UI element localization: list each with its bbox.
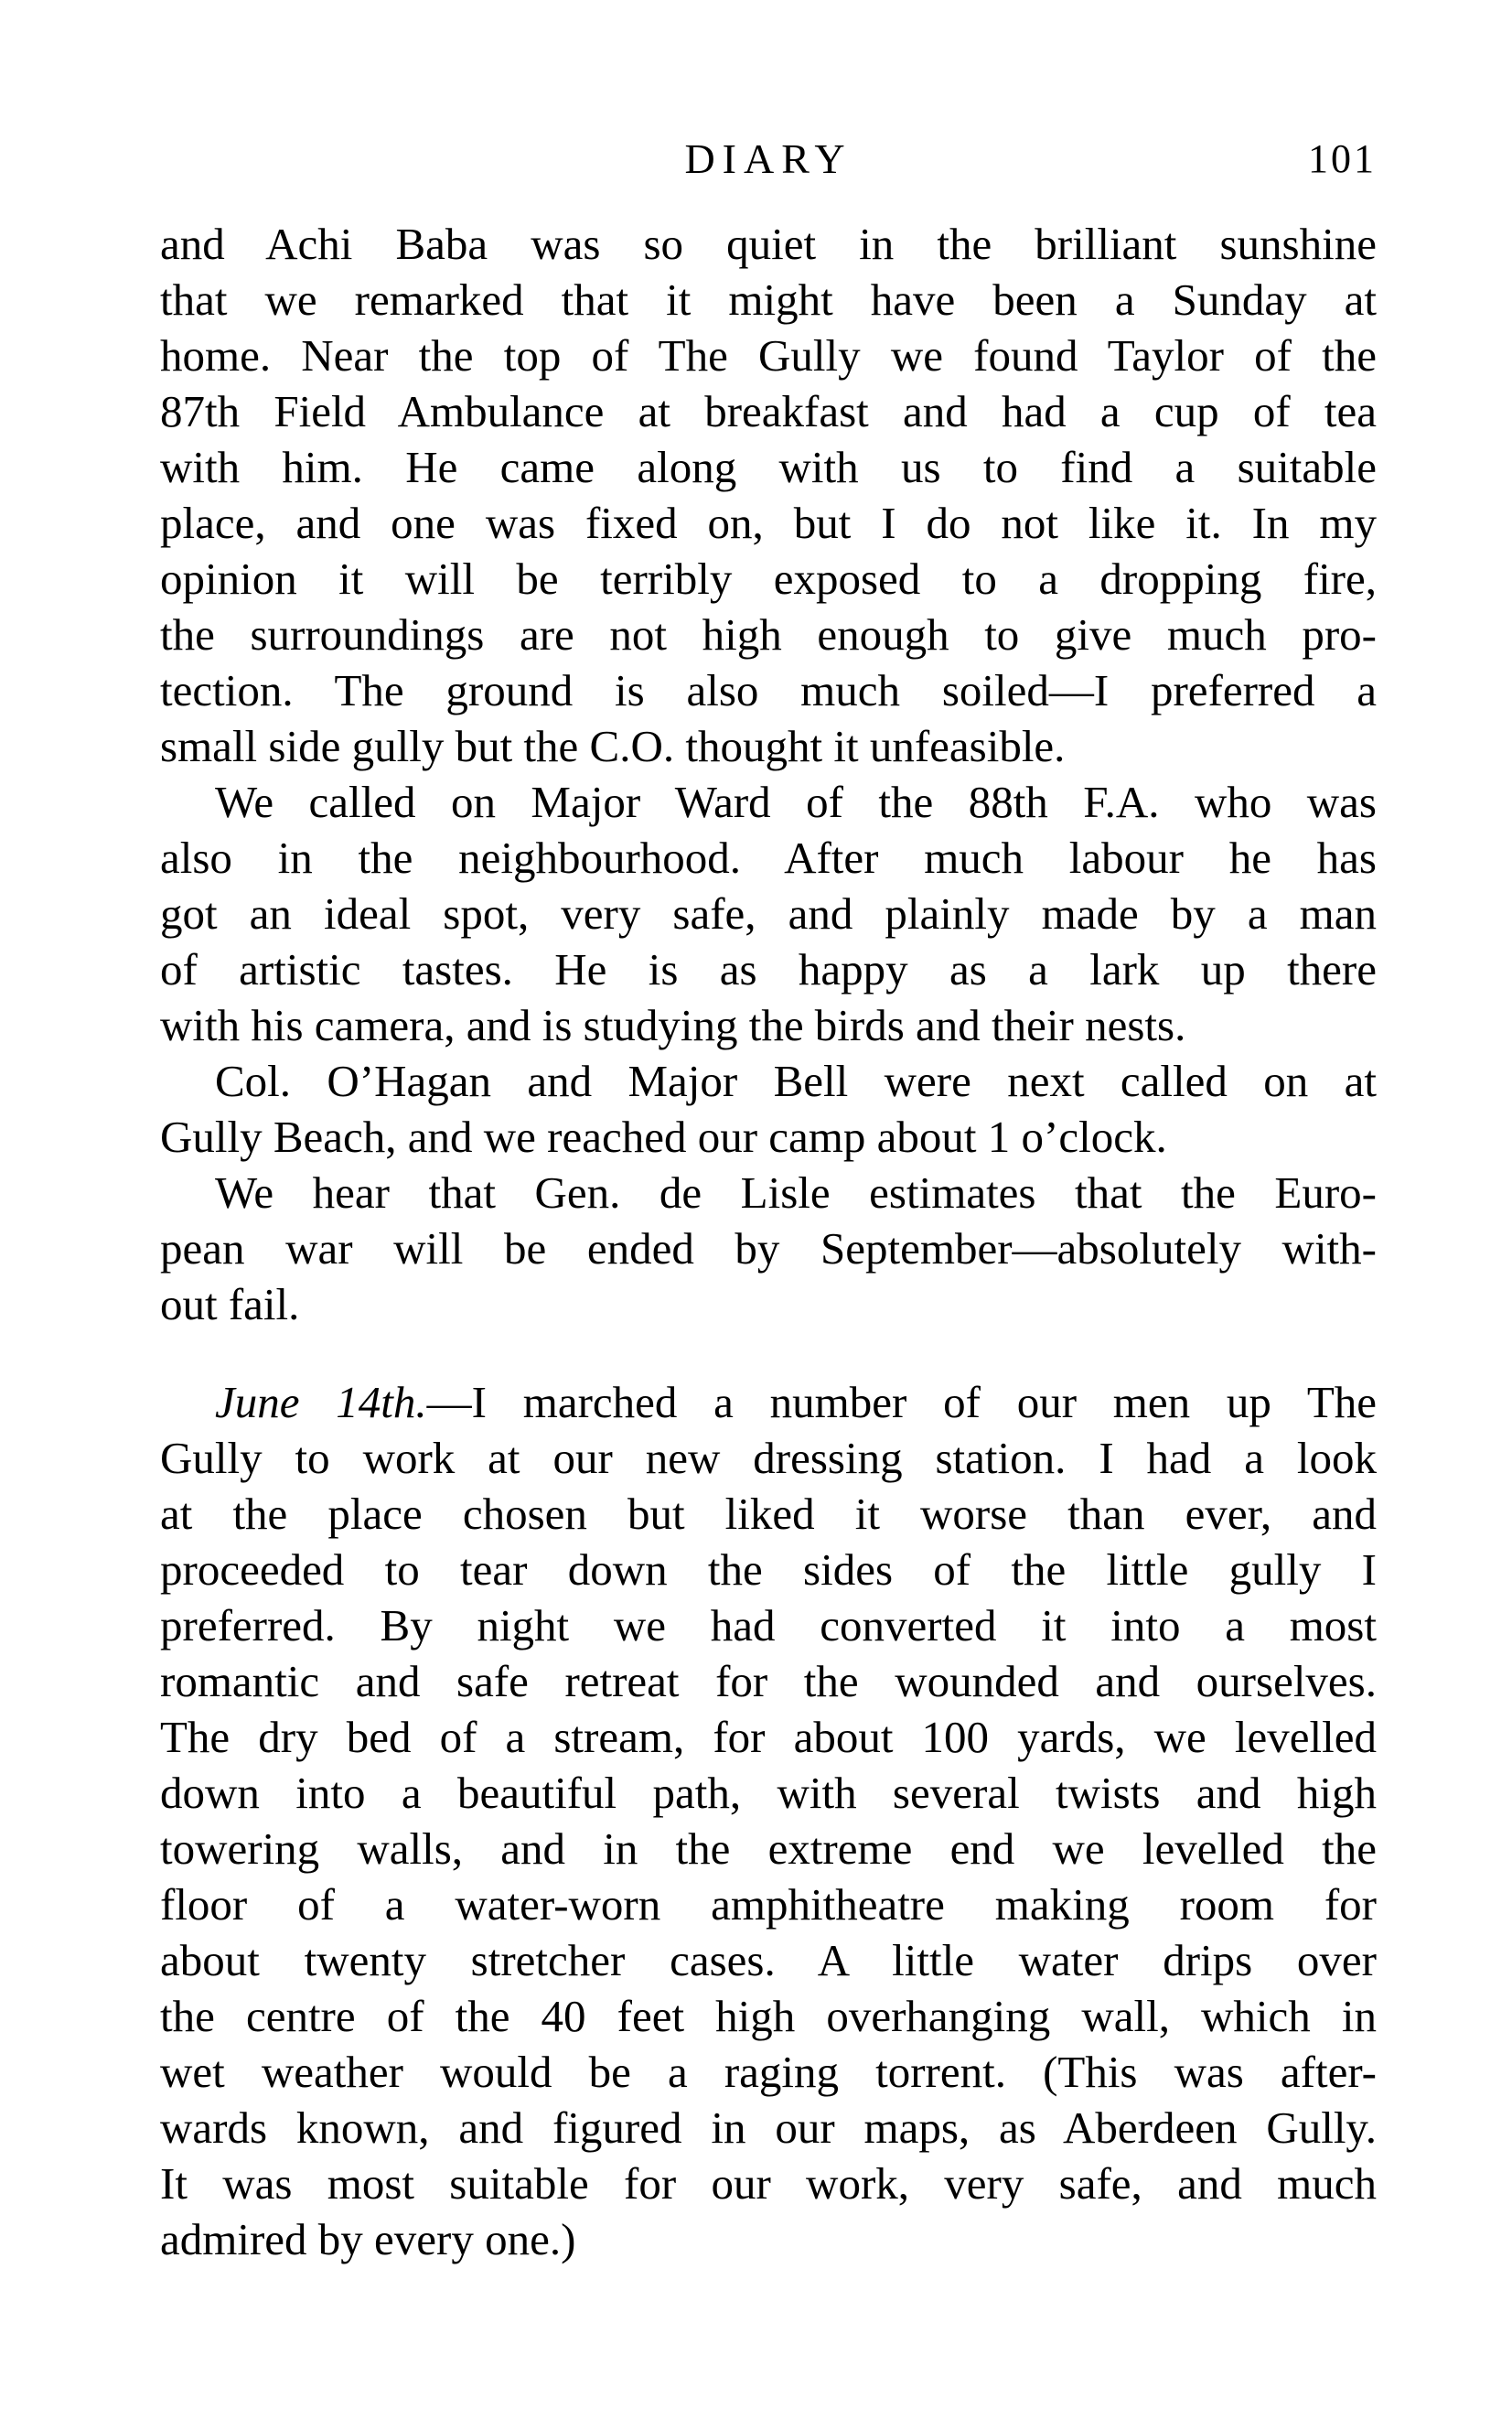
text-line: the centre of the 40 feet high overhanging wall, which in [160,1991,1377,2041]
paragraph [160,1053,1377,1165]
text-line: wards known, and figured in our maps, as Aberdeen Gully. [160,2102,1377,2153]
text-line: got an ideal spot, very safe, and plainly made by a man [160,888,1377,939]
text-line: out fail. [160,1279,300,1329]
text-line: of artistic tastes. He is as happy as a lark up there [160,944,1377,995]
paragraph [160,1374,1377,2267]
text-line: the surroundings are not high enough to give much pro- [160,609,1377,660]
text-line: tection. The ground is also much soiled—I preferred a [160,665,1377,715]
paragraph [160,774,1377,1053]
paragraph [160,216,1377,774]
text-line: place, and one was fixed on, but I do not like it. In my [160,498,1377,548]
text-line: proceeded to tear down the sides of the little gully I [160,1544,1377,1595]
text-line: opinion it will be terribly exposed to a dropping fire, [160,554,1377,604]
text-line: with him. He came along with us to find a suitable [160,442,1377,492]
text-line: home. Near the top of The Gully we found Taylor of the [160,330,1377,381]
page-body [160,216,1377,2267]
text-line: We hear that Gen. de Lisle estimates that the Euro- [215,1167,1377,1218]
text-line: The dry bed of a stream, for about 100 yards, we levelled [160,1712,1377,1762]
text-line: romantic and safe retreat for the wounded and ourselves. [160,1656,1377,1706]
text-line: admired by every one.) [160,2214,576,2264]
text-line: and Achi Baba was so quiet in the brilliant sunshine [160,219,1377,269]
paragraph [160,1165,1377,1332]
text-line: towering walls, and in the extreme end we levelled the [160,1823,1377,1874]
text-line: down into a beautiful path, with several twists and high [160,1768,1377,1818]
text-line: Col. O’Hagan and Major Bell were next called on at [215,1056,1377,1106]
text-line: about twenty stretcher cases. A little water drips over [160,1935,1377,1985]
text-line: floor of a water-worn amphitheatre making room for [160,1879,1377,1930]
page-header [160,135,1377,183]
text-line: We called on Major Ward of the 88th F.A. who was [215,777,1377,827]
text-line: small side gully but the C.O. thought it unfeasible. [160,721,1066,771]
text-line: also in the neighbourhood. After much labour he has [160,833,1377,883]
entry-date: June 14th. [215,1377,427,1427]
text-line: It was most suitable for our work, very safe, and much [160,2158,1377,2209]
text-line: pean war will be ended by September—absolutely with- [160,1223,1377,1274]
text-line: at the place chosen but liked it worse than ever, and [160,1489,1377,1539]
text-line: 87th Field Ambulance at breakfast and had a cup of tea [160,386,1377,436]
text-line: wet weather would be a raging torrent. (This was after- [160,2047,1377,2097]
text-line: Gully Beach, and we reached our camp about 1 o’clock. [160,1112,1167,1162]
text-line: Gully to work at our new dressing station. I had a look [160,1433,1377,1483]
text-line: that we remarked that it might have been a Sunday at [160,274,1377,325]
text-line: with his camera, and is studying the birds and their nests. [160,1000,1186,1050]
text-line: preferred. By night we had converted it into a most [160,1600,1377,1650]
text-line: June 14th.—I marched a number of our men up The [215,1377,1377,1427]
page-number: 101 [1308,136,1377,181]
page-title: DIARY [684,135,853,182]
